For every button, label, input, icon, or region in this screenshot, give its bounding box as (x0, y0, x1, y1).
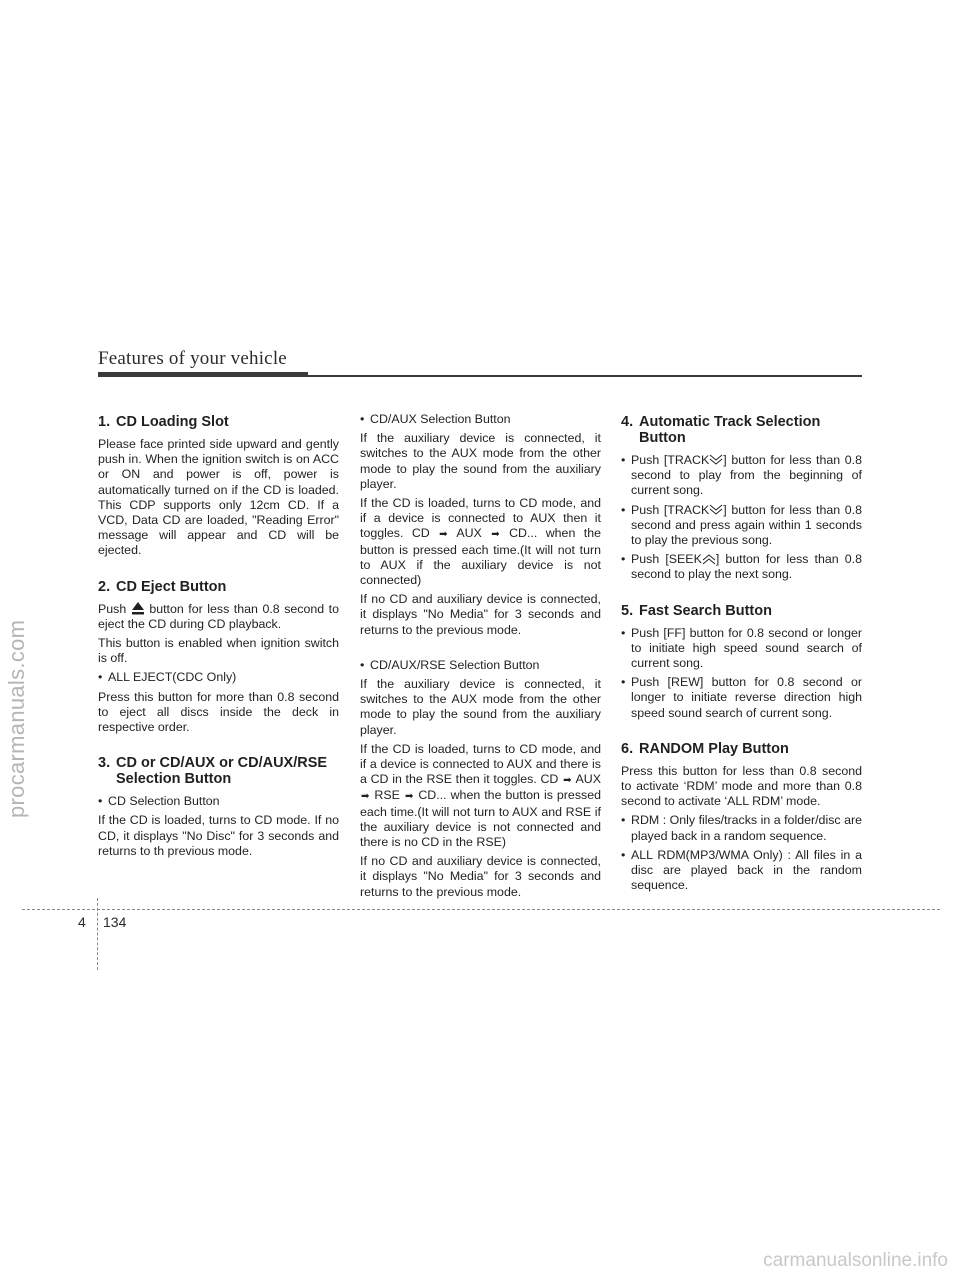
list-item: • RDM : Only files/tracks in a folder/disc are played back in a random sequence. (621, 813, 862, 843)
arrow-right-icon: ➡ (491, 529, 500, 541)
section-heading-automatic-track-selection: 4. Automatic Track Selection Button (621, 414, 821, 446)
section-heading-selection-button: 3. CD or CD/AUX or CD/AUX/RSE Selection Button (98, 755, 328, 788)
watermark-side: procarmanuals.com (4, 619, 29, 818)
arrow-right-icon: ➡ (563, 775, 572, 787)
column-3 (621, 414, 862, 897)
chevron-double-up-icon (702, 553, 716, 565)
list-item: • ALL EJECT(CDC Only) (98, 670, 237, 685)
arrow-right-icon: ➡ (404, 791, 414, 803)
chapter-number: 4 (78, 914, 86, 930)
list-item: • Push [TRACK ] button for less than 0.8 second to play from the beginning of current song. (621, 453, 862, 498)
list-item: • CD/AUX/RSE Selection Button (360, 657, 540, 672)
paragraph: If no CD and auxiliary device is connected, it displays "No Media" for 3 seconds and returns to the previous mode. (360, 854, 601, 899)
column-1 (98, 414, 339, 863)
chevron-double-down-icon (709, 454, 723, 466)
paragraph: If the CD is loaded, turns to CD mode, and if a device is connected to AUX then it toggles. CD ➡ AUX ➡ CD... when the button is pressed each time.(It will not turn to AUX if the auxiliary device is not connected) (360, 496, 601, 588)
paragraph: Please face printed side upward and gently push in. When the ignition switch is on ACC or ON and power is off, power is automatically turned on if the CD is loaded. This CDP supports only 12cm CD. If a VCD, Data CD are loaded, "Reading Error" message will appear and CD will be ejected. (98, 437, 339, 558)
watermark-bottom: carmanualsonline.info (763, 1250, 948, 1271)
list-item: • Push [TRACK ] button for less than 0.8 second and press again within 1 seconds to play the previous song. (621, 502, 862, 548)
section-heading-cd-loading-slot: 1. CD Loading Slot (98, 414, 229, 430)
chevron-double-down-icon (709, 504, 723, 516)
footer-dashed-rule (22, 909, 940, 910)
page-header-title: Features of your vehicle (98, 348, 287, 369)
section-heading-cd-eject-button: 2. CD Eject Button (98, 578, 227, 595)
section-heading-fast-search-button: 5. Fast Search Button (621, 602, 772, 619)
paragraph: Press this button for less than 0.8 second to activate ‘RDM’ mode and more than 0.8 second to activate ‘ALL RDM’ mode. (621, 763, 862, 809)
list-item: • CD Selection Button (98, 794, 220, 809)
footer-vertical-dashed-rule (97, 898, 98, 970)
paragraph: If the auxiliary device is connected, it switches to the AUX mode from the other mode to play the sound from the auxiliary player. (360, 431, 601, 491)
header-rule (98, 375, 862, 377)
arrow-right-icon: ➡ (361, 791, 370, 803)
page-number: 134 (103, 914, 127, 930)
paragraph: This button is enabled when ignition switch is off. (98, 636, 339, 666)
paragraph: If the auxiliary device is connected, it switches to the AUX mode from the other mode to play the sound from the auxiliary player. (360, 677, 601, 737)
arrow-right-icon: ➡ (439, 529, 448, 541)
section-heading-random-play-button: 6. RANDOM Play Button (621, 740, 789, 757)
paragraph: If no CD and auxiliary device is connected, it displays "No Media" for 3 seconds and returns to the previous mode. (360, 592, 601, 637)
column-2 (360, 412, 601, 904)
paragraph: If the CD is loaded, turns to CD mode. If no CD, it displays "No Disc" for 3 seconds and returns to th previous mode. (98, 813, 339, 858)
paragraph: If the CD is loaded, turns to CD mode, and if a device is connected to AUX and there is a CD in the RSE then it toggles. CD ➡ AUX ➡ RSE ➡ CD... when the button is pressed each time.(It will not turn to AUX and RSE if the auxiliary device is not connected and there is no CD in the RSE) (360, 741, 602, 850)
list-item: • Push [FF] button for 0.8 second or longer to initiate high speed sound search of current song. (621, 625, 862, 671)
list-item: • Push [SEEK ] button for less than 0.8 second to play the next song. (621, 552, 862, 582)
list-item: • Push [REW] button for 0.8 second or longer to initiate reverse direction high speed sound search of current song. (621, 675, 862, 720)
paragraph: Push button for less than 0.8 second to eject the CD during CD playback. (98, 601, 339, 631)
eject-icon (131, 602, 145, 615)
list-item: • CD/AUX Selection Button (360, 412, 511, 426)
paragraph: Press this button for more than 0.8 second to eject all discs inside the deck in respective order. (98, 689, 339, 735)
list-item: • ALL RDM(MP3/WMA Only) : All files in a disc are played back in the random sequence. (621, 847, 862, 893)
